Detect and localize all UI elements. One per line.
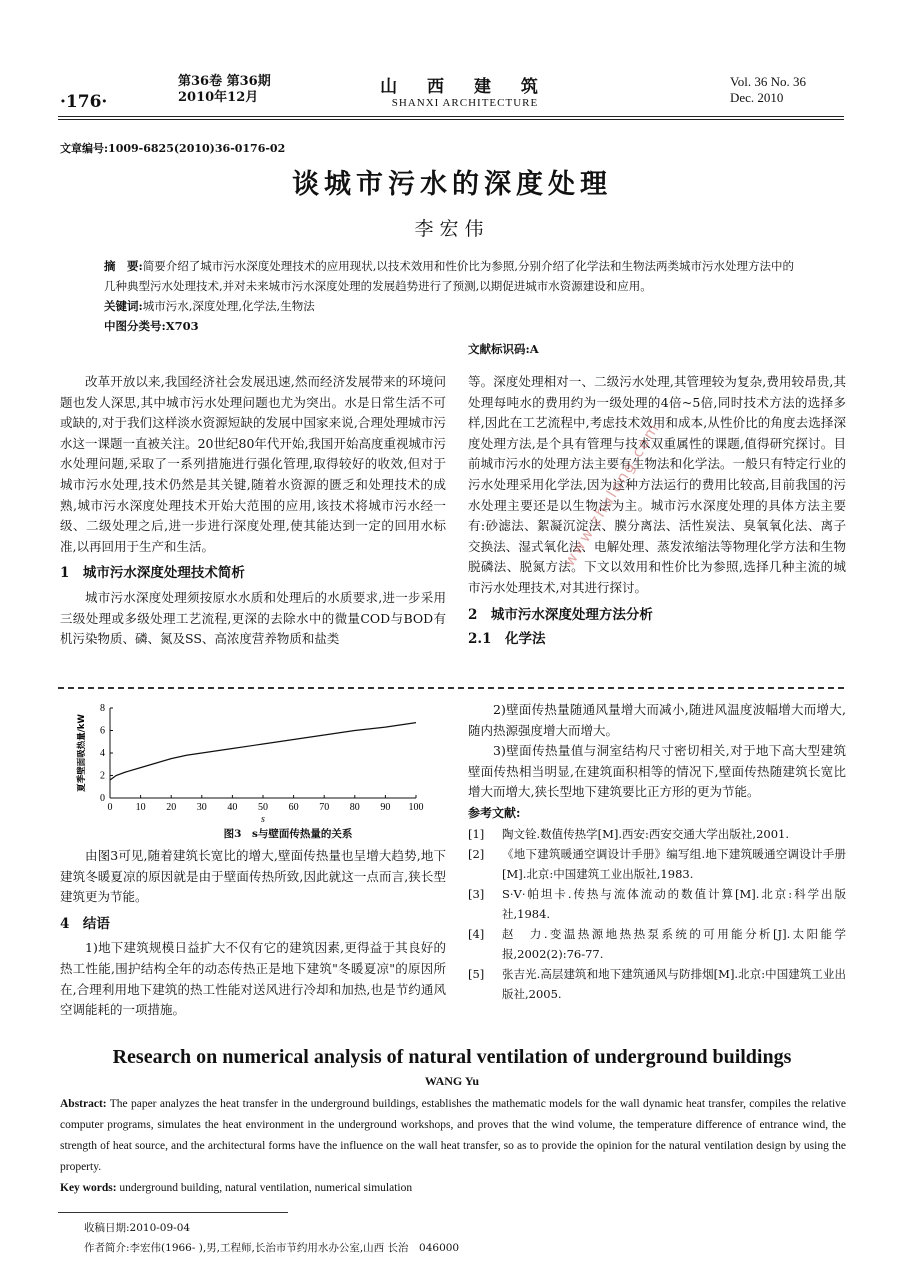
english-abstract <box>60 1094 846 1178</box>
section-2-1-heading: 2.1 化学法 <box>468 631 546 648</box>
reference-number: [1] <box>468 826 485 841</box>
english-abstract-text: The paper analyzes the heat transfer in the underground buildings, establishes the mathematic models for the wall dynamic heat transfer, compiles the relative computer programs, simulates the heat environment in the underground workshops, and proves that the wind volume, the temperature difference of entrance wind, the strength of heat source, and the architectural forms have the influence on the wall heat transfer, so as to provide the opinion for the natural ventilation design by using the property. <box>60 1098 847 1173</box>
x-tick-label: 80 <box>349 802 360 813</box>
reference-item <box>468 884 846 924</box>
x-tick-label: 100 <box>408 802 424 813</box>
y-tick-label: 4 <box>100 748 105 759</box>
reference-number: [5] <box>468 966 485 981</box>
doc-code-label: 文献标识码: <box>468 342 530 356</box>
reference-number: [2] <box>468 846 485 861</box>
english-keywords-text: underground building, natural ventilation, numerical simulation <box>119 1182 413 1194</box>
reference-text: 陶文铨.数值传热学[M].西安:西安交通大学出版社,2001. <box>502 826 790 841</box>
english-keywords-label: Key words: <box>60 1182 117 1194</box>
x-tick-label: 50 <box>258 802 268 813</box>
references-list <box>468 824 846 1004</box>
x-tick-label: 10 <box>135 802 146 813</box>
figure-discussion: 由图3可见,随着建筑长宽比的增大,壁面传热量也呈增大趋势,地下建筑冬暖夏凉的原因就是由于壁面传热所致,因此就这一点而言,狭长型建筑更为节能。 <box>60 848 446 905</box>
figure-3-caption: 图3 s与壁面传热量的关系 <box>223 828 353 840</box>
article-number: 文章编号:1009-6825(2010)36-0176-02 <box>60 142 286 155</box>
section-4-heading: 4 结语 <box>60 915 110 932</box>
y-axis-label: 夏季壁面吸热量/kW <box>77 714 87 792</box>
x-tick-label: 40 <box>227 802 238 813</box>
english-abstract-block <box>60 1094 846 1199</box>
reference-number: [4] <box>468 926 485 941</box>
reference-item <box>468 964 846 1004</box>
article-author: 李宏伟 <box>414 218 490 240</box>
volume-info-cn <box>178 74 271 106</box>
clc-number <box>104 316 804 336</box>
date-cn: 2010年12月 <box>178 90 259 105</box>
x-tick-label: 90 <box>380 802 391 813</box>
section-2-heading: 2 城市污水深度处理方法分析 <box>468 606 653 623</box>
keywords-text: 城市污水,深度处理,化学法,生物法 <box>142 299 315 313</box>
english-abstract-label: Abstract: <box>60 1098 107 1110</box>
page-separator <box>58 687 844 689</box>
reference-item <box>468 824 846 844</box>
x-tick-label: 60 <box>288 802 299 813</box>
author-bio: 作者简介:李宏伟(1966- ),男,工程师,长治市节约用水办公室,山西 长治 046000 <box>84 1242 460 1254</box>
conclusion-1: 1)地下建筑规模日益扩大不仅有它的建筑因素,更得益于其良好的热工性能,围护结构全年的动态传热正是地下建筑"冬暖夏凉"的原因所在,合理利用地下建筑的热工性能对送风进行冷却和加热,也是节约通风空调能耗的一项措施。 <box>60 940 446 1018</box>
reference-number: [3] <box>468 886 485 901</box>
volume-issue-cn: 第36卷 第36期 <box>178 74 271 89</box>
journal-name-en: SHANXI ARCHITECTURE <box>391 97 539 109</box>
left-column-lower <box>60 846 446 1021</box>
footnote-rule <box>58 1212 288 1213</box>
document-code <box>468 341 539 357</box>
y-tick-label: 0 <box>100 793 105 804</box>
conclusion-2: 2)壁面传热量随通风量增大而减小,随进风温度波幅增大而增大,随内热源强度增大而增大。 <box>468 702 846 738</box>
abstract-text: 简要介绍了城市污水深度处理技术的应用现状,以技术效用和性价比为参照,分别介绍了化学法和生物法两类城市污水处理方法中的几种典型污水处理技术,并对未来城市污水深度处理的发展趋势进行了预测,以期促进城市水资源建设和应用。 <box>104 259 795 293</box>
received-date: 收稿日期:2010-09-04 <box>84 1222 191 1234</box>
abstract-block <box>104 256 804 336</box>
x-tick-label: 70 <box>319 802 330 813</box>
abstract-label: 摘 要: <box>104 259 143 273</box>
section-1-heading: 1 城市污水深度处理技术简析 <box>60 565 245 582</box>
x-axis-label: s <box>261 814 265 824</box>
date-en: Dec. 2010 <box>730 90 784 105</box>
figure-3-chart <box>70 700 440 824</box>
header-rule <box>58 116 844 120</box>
left-column-upper <box>60 372 446 650</box>
reference-text: S·V·帕坦卡.传热与流体流动的数值计算[M].北京:科学出版社,1984. <box>502 886 846 921</box>
reference-text: 赵 力.变温热源地热热泵系统的可用能分析[J].太阳能学报,2002(2):76-77. <box>502 926 846 961</box>
x-tick-label: 0 <box>107 802 113 813</box>
volume-issue-en: Vol. 36 No. 36 <box>730 74 806 89</box>
reference-text: 《地下建筑暖通空调设计手册》编写组.地下建筑暖通空调设计手册[M].北京:中国建筑工业出版社,1983. <box>502 846 846 881</box>
clc-label: 中图分类号: <box>104 319 166 333</box>
watermark: www.zhulong.com <box>560 418 664 570</box>
continued-paragraph: 等。深度处理相对一、二级污水处理,其管理较为复杂,费用较昂贵,其处理每吨水的费用约为一级处理的4倍~5倍,同时技术方法的选择多样,因此在工艺流程中,考虑技术效用和成本,从性价比的角度去选择深度处理方法,是个具有管理与技术双重属性的课题,值得研究探讨。目前城市污水的处理方法主要有生物法和化学法。一般只有特定行业的污水处理采用化学法,因为这种方法运行的费用比较高,目前我国的污水处理主要还是以生物法为主。城市污水深度处理的具体方法主要有:砂滤法、絮凝沉淀法、膜分离法、活性炭法、臭氧氧化法、离子交换法、湿式氧化法、电解处理、蒸发浓缩法等物理化学方法和生物脱磷法、脱氮方法。下文以效用和性价比为参照,选择几种主流的城市污水处理技术,对其进行探讨。 <box>468 374 846 595</box>
intro-paragraph: 改革开放以来,我国经济社会发展迅速,然而经济发展带来的环境问题也发人深思,其中城市污水处理问题也尤为突出。水是日常生活不可或缺的,对于我们这样淡水资源短缺的发展中国家来说,合理处理城市污水这一课题一直被关注。20世纪80年代开始,我国开始高度重视城市污水处理问题,采取了一系列措施进行强化管理,取得较好的收效,但对于城市污水处理,技术仍然是其关键,随着水资源的匮乏和处理技术的成熟,城市污水深度处理技术开始大范围的应用,该技术将城市污水经一级、二级处理之后,进一步进行深度处理,使其能达到一定的回用水标准,以再回用于生产和生活。 <box>60 374 446 554</box>
volume-info-en <box>730 74 806 106</box>
x-tick-label: 20 <box>166 802 177 813</box>
keywords-label: 关键词: <box>104 299 143 313</box>
clc-value: X703 <box>165 319 199 333</box>
reference-item <box>468 844 846 884</box>
page-number: ·176· <box>60 92 108 112</box>
journal-name-cn: 山 西 建 筑 <box>380 77 550 97</box>
references-title: 参考文献: <box>468 805 521 820</box>
series-line <box>110 723 416 780</box>
english-title: Research on numerical analysis of natural ventilation of underground buildings <box>112 1046 792 1068</box>
right-column-lower <box>468 700 846 1004</box>
keywords <box>104 296 804 316</box>
section-1-paragraph: 城市污水深度处理须按原水水质和处理后的水质要求,进一步采用三级处理或多级处理工艺流程,更深的去除水中的微量COD与BOD有机污染物质、磷、氮及SS、高浓度营养物质和盐类 <box>60 589 446 647</box>
article-title: 谈城市污水的深度处理 <box>292 169 612 200</box>
reference-text: 张吉光.高层建筑和地下建筑通风与防排烟[M].北京:中国建筑工业出版社,2005. <box>502 966 846 1001</box>
abstract <box>104 256 804 296</box>
reference-item <box>468 924 846 964</box>
journal-name <box>370 72 560 109</box>
right-column-upper <box>468 372 846 652</box>
y-tick-label: 2 <box>100 770 105 782</box>
conclusion-3: 3)壁面传热量值与洞室结构尺寸密切相关,对于地下高大型建筑壁面传热相当明显,在建筑面积相等的情况下,壁面传热随建筑长宽比增大而增大,狭长型地下建筑要比正方形的更为节能。 <box>468 743 846 800</box>
y-tick-label: 8 <box>100 703 105 714</box>
y-tick-label: 6 <box>100 725 105 737</box>
doc-code-value: A <box>529 342 539 356</box>
x-tick-label: 30 <box>196 802 207 813</box>
english-keywords <box>60 1178 846 1199</box>
english-author: WANG Yu <box>424 1074 480 1088</box>
